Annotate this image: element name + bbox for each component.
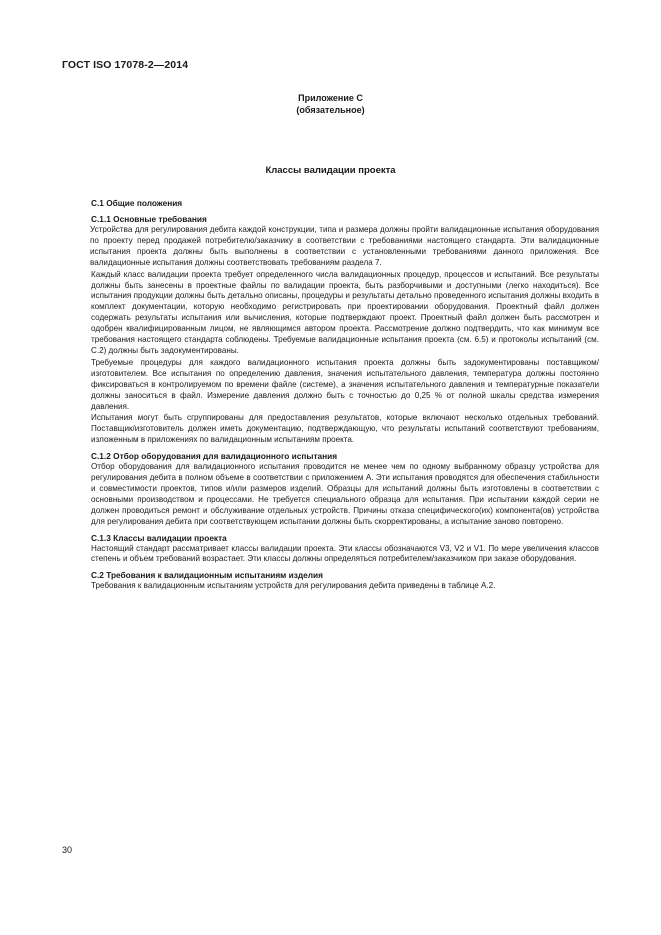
- annex-heading: Классы валидации проекта: [265, 165, 396, 176]
- paragraph: Каждый класс валидации проекта требует определенного числа валидационных процедур, процессов и испытаний. Все результаты должны быть занесены в проектные файлы по валидации проекта, быть разборчивыми и доступными (легко находиться). Все испытания продукции должны быть детально описаны, процедуры и результаты детально проведенного испытания должны входить в комплект документации, которую необходимо регистрировать при проектировании оборудования. Проектный файл должен содержать результаты испытания или вычисления, которые подтверждают проект. Проектный файл должен быть рассмотрен и одобрен квалифицированным лицом, не являющимся автором проекта. Рассмотрение должно подтвердить, что как минимум все требования настоящего стандарта соблюдены. Требуемые валидационные испытания проекта (см. 6.5) и протоколы испытаний (см. С.2) должны быть задокументированы.: [91, 269, 599, 355]
- section-heading-c13: С.1.3 Классы валидации проекта: [91, 532, 227, 543]
- page-number: 30: [62, 845, 73, 855]
- annex-label: [0, 92, 661, 116]
- section-heading-c2: С.2 Требования к валидационным испытаниям изделия: [91, 570, 323, 581]
- paragraph: Настоящий стандарт рассматривает классы валидации проекта. Эти классы обозначаются V3, V2 и V1. По мере увеличения классов степень и объем требований возрастает. Эти классы должны определяться потребителем/заказчиком при заказе оборудования.: [91, 543, 599, 564]
- section-heading-c11: С.1.1 Основные требования: [91, 214, 207, 224]
- document-code: ГОСТ ISO 17078-2—2014: [62, 59, 189, 71]
- paragraph: Требования к валидационным испытаниям устройств для регулирования дебита приведены в таблице А.2.: [91, 581, 496, 591]
- annex-title: Приложение С: [298, 93, 363, 103]
- section-heading-c12: С.1.2 Отбор оборудования для валидационного испытания: [91, 451, 338, 462]
- annex-status: (обязательное): [296, 105, 365, 115]
- paragraph: Требуемые процедуры для каждого валидационного испытания проекта должны быть задокументированы поставщиком/изготовителем. Все испытания по определению давления, значения испытательного давления, температура должны постоянно фиксироваться в контролируемом по времени файле (системе), а значения испытательного давления и температурные показатели должны заноситься в файл. Измерение давления должно быть с точностью до 0,25 % от полной шкалы средства измерения давления.: [91, 357, 599, 411]
- paragraph: Испытания могут быть сгруппированы для предоставления результатов, которые включают несколько отдельных требований. Поставщик/изготовитель должен иметь документацию, подтверждающую, что результаты испытаний соответствуют требованиям, изложенным в приложениях по валидационным испытаниям проекта.: [91, 413, 599, 445]
- paragraph: Устройства для регулирования дебита каждой конструкции, типа и размера должны пройти валидационные испытания оборудования по проекту перед продажей потребителю/заказчику в соответствии с требованиями настоящего стандарта. Эти валидационные испытания проекта должны быть выполнены в соответствии с установленными требованиями данного приложения. Все валидационные испытания должны соответствовать требованиям раздела 7.: [90, 225, 599, 267]
- document-body: [91, 197, 599, 593]
- section-heading-c1: С.1 Общие положения: [91, 198, 183, 208]
- paragraph: Отбор оборудования для валидационного испытания проводится не менее чем по одному выбранному образцу устройства для регулирования дебита в полном объеме в соответствии с приложением А. Эти испытания проводятся для обеспечения стабильности и совместимости проектов, типов и/или размеров изделий. Образцы для испытаний должны быть изготовлены в соответствии с основными производством и процессами. Не требуется специального образца для испытания. При испытании каждой серии не должен проводиться ремонт и обслуживание отдельных устройств. Причины отказа специфического(их) компонента(ов) устройства для регулирования дебита при соответствующем испытании должны быть скорректированы, а испытание заново повторено.: [91, 462, 599, 526]
